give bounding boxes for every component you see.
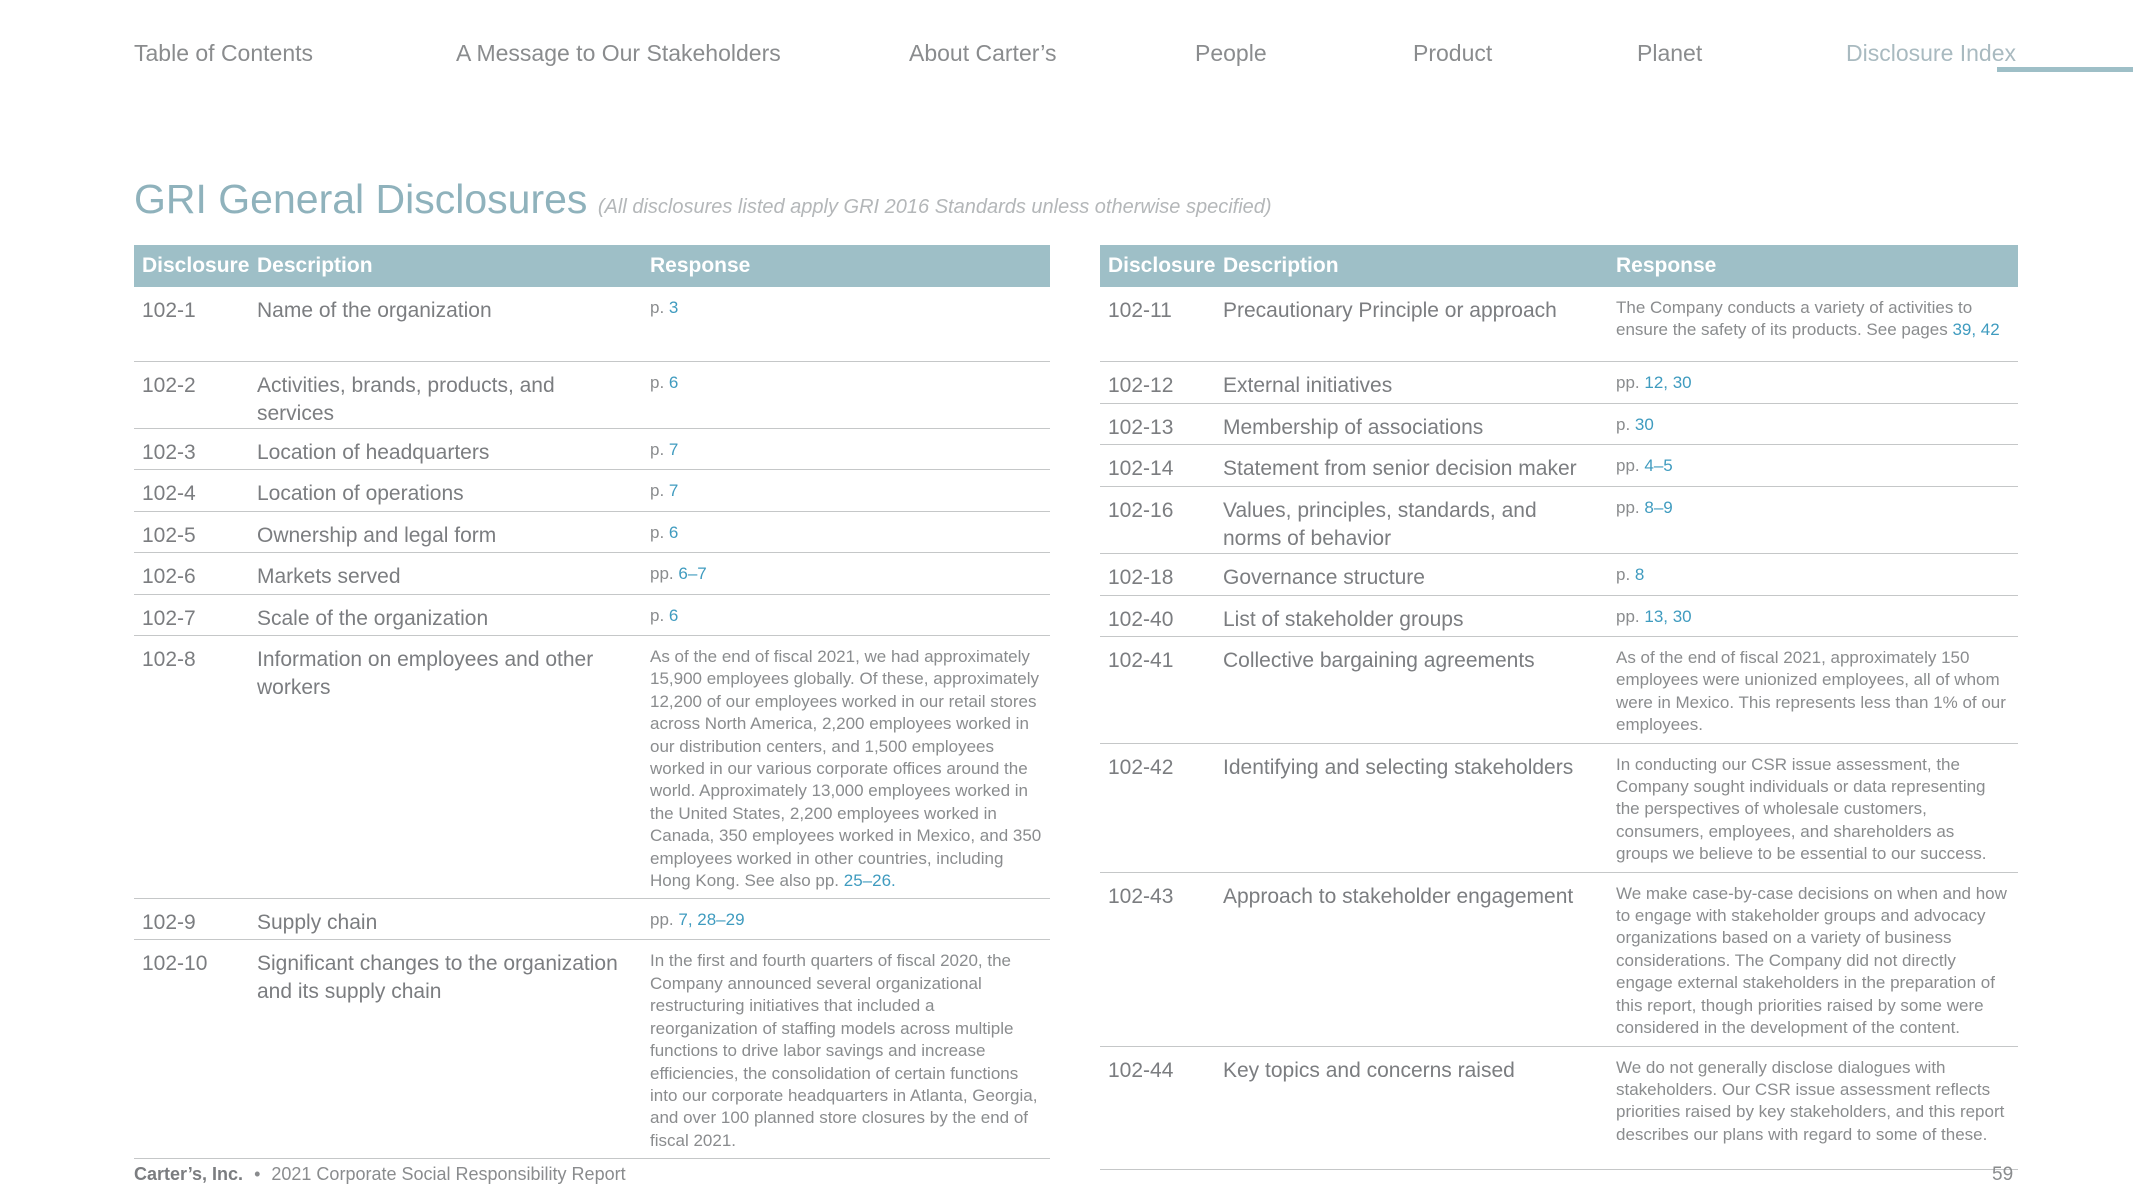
response-text: As of the end of fiscal 2021, we had approximately 15,900 employees globally. Of these, approximately 12,200 of our employees worked in our retail stores across North America, 2,200 employees worked in our distribution centers, and 1,500 employees worked in our various corporate offices around the world. Approximately 13,000 employees worked in the United States, 2,200 employees worked in Canada, 350 employees worked in Mexico, and 350 employees worked in other countries, including Hong Kong. See also pp. bbox=[650, 647, 1042, 891]
page-reference-link[interactable]: 8–9 bbox=[1644, 498, 1673, 517]
nav-item-a-message-to-our-stakeholders[interactable]: A Message to Our Stakeholders bbox=[456, 40, 781, 66]
disclosure-response bbox=[642, 899, 1050, 939]
disclosure-code: 102-11 bbox=[1108, 299, 1172, 322]
response-text: We make case-by-case decisions on when and how to engage with stakeholder groups and advocacy organizations based on a variety of business considerations. The Company did not directly engage external stakeholders in the preparation of this report, though priorities raised by some were considered in the development of the content. bbox=[1616, 883, 2007, 1038]
nav-item-product[interactable]: Product bbox=[1413, 40, 1493, 66]
table-row bbox=[134, 595, 1050, 636]
disclosure-code: 102-5 bbox=[142, 524, 196, 547]
table-body bbox=[134, 287, 1050, 1159]
page-reference-link[interactable]: 13, 30 bbox=[1644, 607, 1692, 626]
page-reference-link[interactable]: 6 bbox=[668, 606, 679, 625]
disclosure-response bbox=[1608, 404, 2018, 444]
disclosure-response bbox=[1608, 554, 2018, 595]
table-row bbox=[1100, 487, 2018, 554]
page-reference-link[interactable]: 3 bbox=[668, 298, 679, 317]
disclosure-code: 102-8 bbox=[142, 648, 196, 671]
disclosure-description: Membership of associations bbox=[1223, 416, 1484, 439]
page-number: 59 bbox=[1992, 1164, 2014, 1185]
footer-bullet: • bbox=[254, 1164, 261, 1184]
disclosure-code: 102-41 bbox=[1108, 649, 1174, 672]
response-text: In the first and fourth quarters of fiscal 2020, the Company announced several organizational restructuring initiatives that included a reorganization of staffing models across multiple functions to drive labor savings and increase efficiencies, the consolidation of certain functions into our corporate headquarters in Atlanta, Georgia, and over 100 planned store closures by the end of fiscal 2021. bbox=[650, 951, 1038, 1150]
disclosure-code: 102-42 bbox=[1108, 755, 1174, 779]
disclosure-code: 102-40 bbox=[1108, 608, 1174, 631]
footer bbox=[134, 1164, 626, 1185]
table-header bbox=[134, 245, 1050, 287]
page-reference-link[interactable]: 6 bbox=[668, 373, 679, 392]
response-prefix: p. bbox=[650, 298, 665, 317]
title-note: (All disclosures listed apply GRI 2016 Standards unless otherwise specified) bbox=[597, 196, 1272, 218]
response-text: We do not generally disclose dialogues with stakeholders. Our CSR issue assessment reflects priorities raised by key stakeholders, and this report describes our plans with regard to some of these. bbox=[1616, 1057, 2005, 1144]
table-row bbox=[1100, 445, 2018, 487]
table-row bbox=[134, 940, 1050, 1159]
disclosure-response bbox=[1608, 445, 2018, 486]
page-reference-link[interactable]: 30 bbox=[1634, 415, 1654, 434]
table-row bbox=[1100, 404, 2018, 445]
table-row bbox=[134, 899, 1050, 940]
table-row bbox=[134, 553, 1050, 595]
header-disclosure: Disclosure bbox=[142, 254, 250, 277]
disclosure-description: Ownership and legal form bbox=[257, 524, 497, 547]
table-row bbox=[1100, 362, 2018, 404]
disclosure-table-left bbox=[134, 245, 1050, 1159]
header-response: Response bbox=[1616, 254, 1717, 277]
disclosure-code: 102-16 bbox=[1108, 499, 1174, 522]
table-row bbox=[134, 429, 1050, 470]
disclosure-code: 102-44 bbox=[1108, 1058, 1174, 1082]
disclosure-response bbox=[642, 470, 1050, 511]
header-response: Response bbox=[650, 254, 751, 277]
response-prefix: pp. bbox=[650, 564, 674, 583]
response-prefix: p. bbox=[650, 523, 665, 542]
disclosure-response bbox=[1608, 362, 2018, 403]
disclosure-response bbox=[1608, 596, 2018, 636]
nav-item-disclosure-index[interactable]: Disclosure Index bbox=[1846, 40, 2017, 66]
response-text: In conducting our CSR issue assessment, the Company sought individuals or data representing the perspectives of wholesale customers, consumers, employees, and shareholders as groups we believe to be essential to our success. bbox=[1616, 754, 1987, 864]
disclosure-code: 102-2 bbox=[142, 374, 196, 397]
section-heading bbox=[134, 176, 1272, 223]
response-prefix: pp. bbox=[1616, 456, 1640, 475]
response-prefix: pp. bbox=[1616, 373, 1640, 392]
disclosure-code: 102-7 bbox=[142, 607, 196, 630]
response-prefix: pp. bbox=[1616, 498, 1640, 517]
table-row bbox=[134, 287, 1050, 362]
response-text: The Company conducts a variety of activities to ensure the safety of its products. See pages bbox=[1616, 298, 1973, 340]
disclosure-description: Name of the organization bbox=[257, 299, 492, 322]
disclosure-description: External initiatives bbox=[1223, 374, 1393, 397]
disclosure-code: 102-14 bbox=[1108, 457, 1174, 480]
response-prefix: p. bbox=[1616, 565, 1631, 584]
response-prefix: pp. bbox=[650, 910, 674, 930]
disclosure-code: 102-4 bbox=[142, 482, 196, 505]
disclosure-description: Governance structure bbox=[1223, 566, 1425, 589]
table-row bbox=[1100, 287, 2018, 362]
footer-report-title: 2021 Corporate Social Responsibility Report bbox=[271, 1164, 626, 1184]
response-prefix: p. bbox=[1616, 415, 1631, 434]
page-reference-link[interactable]: 7 bbox=[668, 440, 679, 459]
disclosure-response bbox=[642, 595, 1050, 635]
page-reference-link[interactable]: 7, 28–29 bbox=[678, 910, 745, 930]
disclosure-table-right bbox=[1100, 245, 2018, 1170]
disclosure-code: 102-13 bbox=[1108, 416, 1174, 439]
disclosure-description: Collective bargaining agreements bbox=[1223, 649, 1535, 672]
disclosure-description: Identifying and selecting stakeholders bbox=[1223, 755, 1574, 779]
page-reference-link[interactable]: 8 bbox=[1634, 565, 1645, 584]
disclosure-description: Statement from senior decision maker bbox=[1223, 457, 1577, 480]
response-text: As of the end of fiscal 2021, approximately 150 employees were unionized employees, all of whom were in Mexico. This represents less than 1% of our employees. bbox=[1616, 648, 2006, 735]
nav-item-about-carter-s[interactable]: About Carter’s bbox=[909, 40, 1057, 66]
nav-item-planet[interactable]: Planet bbox=[1637, 40, 1703, 66]
nav-item-table-of-contents[interactable]: Table of Contents bbox=[134, 40, 314, 66]
disclosure-code: 102-12 bbox=[1108, 374, 1174, 397]
page-reference-link[interactable]: 4–5 bbox=[1644, 456, 1673, 475]
footer-company: Carter’s, Inc. bbox=[134, 1164, 244, 1184]
disclosure-response bbox=[1608, 744, 2018, 872]
table-row bbox=[134, 636, 1050, 899]
table-row bbox=[134, 362, 1050, 429]
disclosure-response bbox=[642, 287, 1050, 361]
top-navigation bbox=[134, 40, 2021, 80]
disclosure-response bbox=[642, 512, 1050, 552]
disclosure-description: Markets served bbox=[257, 565, 401, 588]
response-prefix: p. bbox=[650, 481, 665, 500]
disclosure-response bbox=[1608, 1047, 2018, 1169]
response-prefix: p. bbox=[650, 440, 665, 459]
table-row bbox=[1100, 744, 2018, 873]
disclosure-description: Location of operations bbox=[257, 482, 464, 505]
disclosure-description: List of stakeholder groups bbox=[1223, 608, 1464, 631]
disclosure-code: 102-9 bbox=[142, 911, 196, 935]
disclosure-response bbox=[1608, 287, 2018, 361]
page-reference-link[interactable]: 12, 30 bbox=[1644, 373, 1692, 392]
table-body bbox=[1100, 287, 2018, 1170]
header-description: Description bbox=[1223, 254, 1339, 277]
table-row bbox=[1100, 873, 2018, 1047]
disclosure-description: Significant changes to the organization and its supply chain bbox=[257, 952, 618, 1004]
disclosure-response bbox=[642, 362, 1050, 428]
disclosure-response bbox=[642, 553, 1050, 594]
disclosure-description: Activities, brands, products, and services bbox=[257, 374, 555, 425]
disclosure-response bbox=[642, 636, 1050, 898]
disclosure-description: Values, principles, standards, and norms of behavior bbox=[1223, 499, 1537, 550]
disclosure-code: 102-10 bbox=[142, 952, 208, 976]
header-description: Description bbox=[257, 254, 373, 277]
page-reference-link[interactable]: 39, 42 bbox=[1952, 320, 2000, 340]
page-reference-link[interactable]: 6 bbox=[668, 523, 679, 542]
disclosure-code: 102-43 bbox=[1108, 884, 1174, 908]
disclosure-code: 102-18 bbox=[1108, 566, 1174, 589]
response-prefix: p. bbox=[650, 606, 665, 625]
disclosure-response bbox=[642, 429, 1050, 469]
table-row bbox=[134, 470, 1050, 512]
table-row bbox=[1100, 637, 2018, 744]
active-tab-indicator bbox=[1997, 67, 2133, 72]
nav-item-people[interactable]: People bbox=[1195, 40, 1267, 66]
table-row bbox=[1100, 554, 2018, 596]
page-reference-link[interactable]: 25–26. bbox=[843, 871, 896, 891]
table-row bbox=[1100, 1047, 2018, 1170]
page-reference-link[interactable]: 7 bbox=[668, 481, 679, 500]
disclosure-description: Key topics and concerns raised bbox=[1223, 1058, 1515, 1082]
disclosure-description: Supply chain bbox=[257, 911, 378, 935]
disclosure-response bbox=[1608, 487, 2018, 553]
disclosure-response bbox=[1608, 637, 2018, 743]
header-disclosure: Disclosure bbox=[1108, 254, 1216, 277]
disclosure-description: Approach to stakeholder engagement bbox=[1223, 884, 1574, 908]
disclosure-response bbox=[642, 940, 1050, 1158]
disclosure-code: 102-1 bbox=[142, 299, 196, 322]
table-row bbox=[134, 512, 1050, 553]
disclosure-description: Scale of the organization bbox=[257, 607, 489, 630]
page-title: GRI General Disclosures bbox=[134, 176, 588, 222]
response-prefix: pp. bbox=[1616, 607, 1640, 626]
page-reference-link[interactable]: 6–7 bbox=[678, 564, 707, 583]
disclosure-description: Information on employees and other workers bbox=[257, 648, 594, 699]
response-prefix: p. bbox=[650, 373, 665, 392]
disclosure-code: 102-6 bbox=[142, 565, 196, 588]
disclosure-description: Precautionary Principle or approach bbox=[1223, 299, 1557, 322]
table-row bbox=[1100, 596, 2018, 637]
disclosure-description: Location of headquarters bbox=[257, 441, 490, 464]
disclosure-code: 102-3 bbox=[142, 441, 196, 464]
table-header bbox=[1100, 245, 2018, 287]
disclosure-response bbox=[1608, 873, 2018, 1046]
